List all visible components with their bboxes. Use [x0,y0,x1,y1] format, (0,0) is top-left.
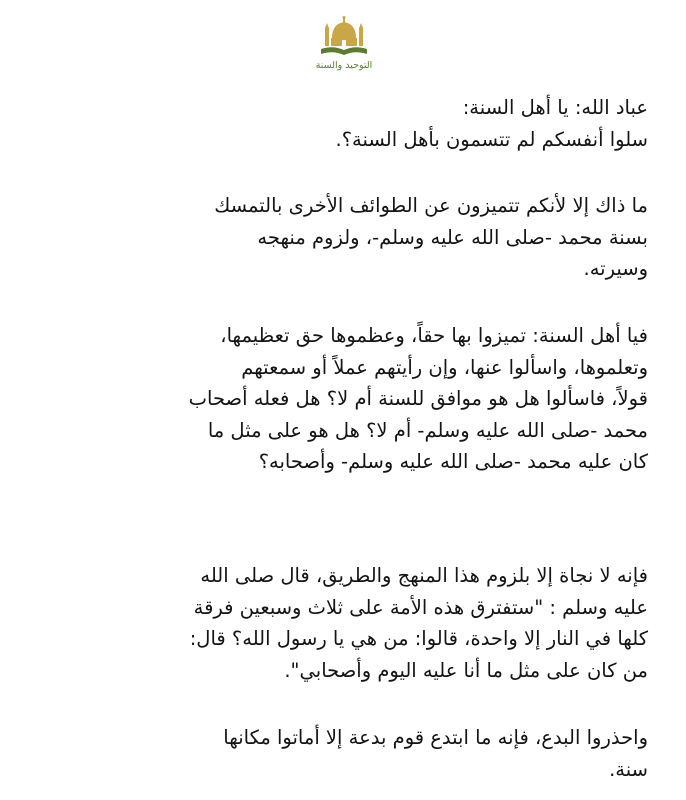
paragraph-beware-innovation: واحذروا البدع، فإنه ما ابتدع قوم بدعة إلا أماتوا مكانها سنة. [223,726,648,781]
paragraph-honor-sunnah: فيا أهل السنة: تميزوا بها حقاً، وعظموها حق تعظيمها، وتعلموها، واسألوا عنها، وإن رأيتهم عملاً أو سمعتهم قولاً، فاسألوا هل هو موافق للسنة أم لا؟ هل فعله أصحاب محمد -صلى الله عليه وسلم- أم لا؟ هل هو على مثل ما كان عليه محمد -صلى الله عليه وسلم- وأصحابه؟ [188,324,648,473]
paragraph-hadith: فإنه لا نجاة إلا بلزوم هذا المنهج والطريق، قال صلى الله عليه وسلم : "ستفترق هذه الأمة على ثلاث وسبعين فرقة كلها في النار إلا واحدة، قالوا: من هي يا رسول الله؟ قال: من كان على مثل ما أنا عليه اليوم وأصحابي". [189,564,648,682]
logo-text: التوحيد والسنة [315,60,373,71]
paragraph-sunnah-distinction: ما ذاك إلا لأنكم تتميزون عن الطوائف الأخرى بالتمسك بسنة محمد -صلى الله عليه وسلم-، ولزوم منهجه وسيرته. [214,194,648,280]
paragraph-intro: عباد الله: يا أهل السنة: سلوا أنفسكم لم تتسمون بأهل السنة؟. [335,96,648,151]
